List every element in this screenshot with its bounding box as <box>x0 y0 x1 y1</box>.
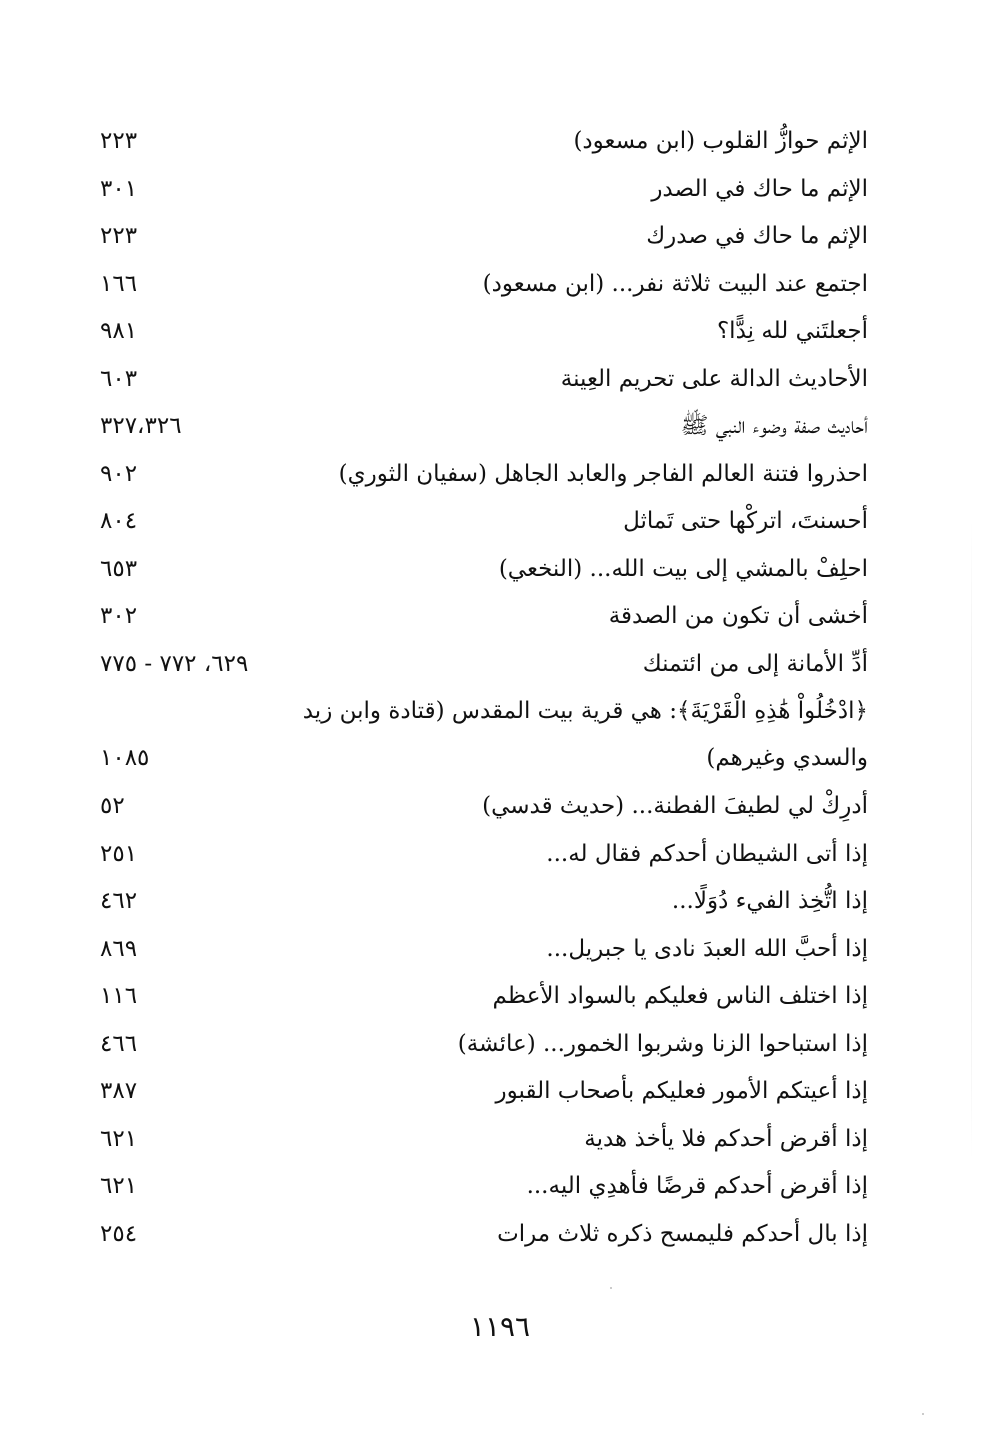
scan-speck <box>610 1287 612 1289</box>
entry-text: إذا اتُّخِذ الفيء دُوَلًا... <box>671 888 868 914</box>
entry-text: أدِّ الأمانة إلى من ائتمنك <box>642 650 868 677</box>
index-entry <box>90 593 880 641</box>
index-entry <box>90 546 880 594</box>
index-entry <box>90 356 880 404</box>
entry-page-refs: ٢٥٤ <box>100 1220 138 1247</box>
index-entry <box>90 498 880 546</box>
index-entry <box>90 641 880 689</box>
index-entry <box>90 261 880 309</box>
entry-page-refs: ٣٨٧ <box>100 1078 138 1104</box>
entry-page-refs: ٦٢٩، ٧٧٢ - ٧٧٥ <box>100 650 249 677</box>
index-entry <box>90 1163 880 1211</box>
entry-page-refs: ٩٨١ <box>100 318 138 344</box>
index-entry <box>90 973 880 1021</box>
entry-page-refs: ٤٦٦ <box>100 1030 138 1057</box>
entry-text: إذا بال أحدكم فليمسح ذكره ثلاث مرات <box>497 1220 868 1247</box>
entry-page-refs: ٣٠١ <box>100 175 138 202</box>
index-entry <box>90 403 880 451</box>
index-entry <box>90 926 880 974</box>
entry-page-refs: ٢٢٣ <box>100 128 138 154</box>
index-entry <box>90 1211 880 1259</box>
index-entry <box>90 783 880 831</box>
index-entry <box>90 166 880 214</box>
index-entry <box>90 878 880 926</box>
entry-page-refs: ٨٦٩ <box>100 935 138 962</box>
entry-text: أخشى أن تكون من الصدقة <box>608 603 868 629</box>
entry-page-refs: ٤٦٢ <box>100 888 138 914</box>
index-entry <box>90 1021 880 1069</box>
entry-page-refs: ١١٦ <box>100 983 138 1009</box>
index-entry <box>90 1068 880 1116</box>
index-entry <box>90 308 880 356</box>
entry-page-refs: ٣٢٧،٣٢٦ <box>100 413 182 439</box>
entry-page-refs: ٢٢٣ <box>100 223 138 249</box>
entry-text: اجتمع عند البيت ثلاثة نفر... (ابن مسعود) <box>482 270 868 297</box>
entry-text: ﴿ادْخُلُواْ هَٰذِهِ الْقَرْيَةَ﴾: هي قرية بيت المقدس (قتادة وابن زيد والسدي وغيرهم) <box>302 698 868 771</box>
entry-text: إذا استباحوا الزنا وشربوا الخمور... (عائشة) <box>457 1030 868 1057</box>
entry-page-refs: ٩٠٢ <box>100 460 138 487</box>
entry-text: أحسنتَ، اتركْها حتى تَماثل <box>623 508 868 534</box>
entry-page-refs: ١٠٨٥ <box>100 745 150 771</box>
entry-page-refs: ١٦٦ <box>100 270 138 297</box>
entry-page-refs: ٦٢١ <box>100 1173 138 1199</box>
index-entry <box>90 451 880 499</box>
entry-page-refs: ٦٢١ <box>100 1125 138 1152</box>
index-entry <box>90 213 880 261</box>
index-entry <box>90 118 880 166</box>
entry-text: الإثم ما حاك في صدرك <box>646 223 868 249</box>
entry-text: الأحاديث الدالة على تحريم العِينة <box>560 365 868 392</box>
entry-text: إذا أقرض أحدكم قرضًا فأهدِي اليه... <box>526 1173 868 1199</box>
scan-speck <box>922 1413 924 1415</box>
index-entry <box>90 831 880 879</box>
entry-text: أجعلتَني لله نِدًّا؟ <box>716 318 868 344</box>
entry-text: احذروا فتنة العالم الفاجر والعابد الجاهل (سفيان الثوري) <box>338 460 868 487</box>
entry-text: إذا أقرض أحدكم فلا يأخذ هدية <box>584 1125 868 1152</box>
page-number: ١١٩٦ <box>469 1310 531 1343</box>
entry-page-refs: ٢٥١ <box>100 840 138 867</box>
entry-text: الإثم ما حاك في الصدر <box>651 175 868 202</box>
entry-text: إذا أعيتكم الأمور فعليكم بأصحاب القبور <box>495 1078 868 1104</box>
index-entry <box>90 1116 880 1164</box>
entry-page-refs: ٦٠٣ <box>100 365 138 392</box>
entry-text: أحاديث صفة وضوء النبي ﷺ <box>680 413 868 439</box>
entry-text: إذا أتى الشيطان أحدكم فقال له... <box>546 840 868 867</box>
index-entry-quran <box>90 688 880 783</box>
scan-edge-shadow <box>971 520 972 1160</box>
entry-text: إذا اختلف الناس فعليكم بالسواد الأعظم <box>492 983 868 1009</box>
entry-page-refs: ٣٠٢ <box>100 603 138 629</box>
entry-page-refs: ٦٥٣ <box>100 555 138 582</box>
entry-page-refs: ٨٠٤ <box>100 508 138 534</box>
entry-text: احلِفْ بالمشي إلى بيت الله... (النخعي) <box>498 555 868 582</box>
hadith-index-list <box>90 118 880 1258</box>
entry-text: الإثم حوازُّ القلوب (ابن مسعود) <box>573 128 868 154</box>
entry-text: إذا أحبَّ الله العبدَ نادى يا جبريل... <box>546 935 868 962</box>
entry-page-refs: ٥٢ <box>100 793 125 819</box>
entry-text: أدرِكْ لي لطيفَ الفطنة... (حديث قدسي) <box>482 793 868 819</box>
